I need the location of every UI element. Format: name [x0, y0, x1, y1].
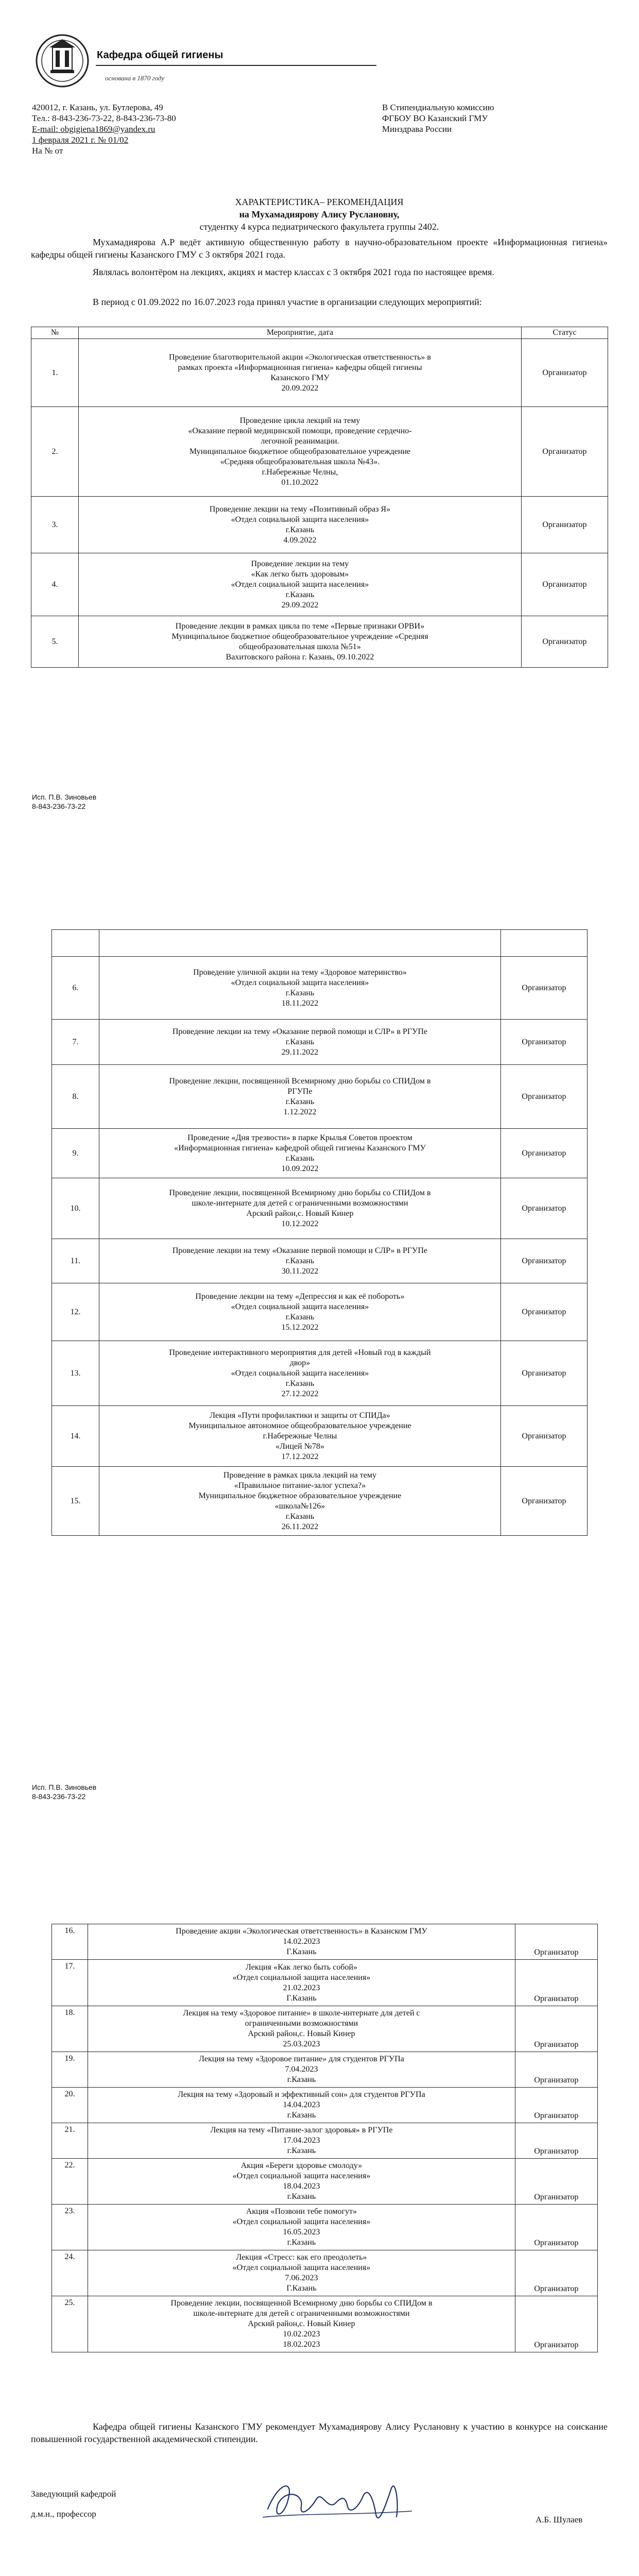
event-line: Лекция «Как легко быть собой» [245, 1962, 358, 1972]
recipient-block [382, 102, 598, 134]
event-line: г.Казань [285, 1037, 315, 1046]
table-row [52, 1467, 588, 1536]
signer-name: А.Б. Шулаев [536, 2515, 583, 2524]
executor-phone: 8-843-236-73-22 [32, 1792, 86, 1801]
event-line: Г.Казань [286, 1947, 317, 1956]
event-line: «Отдел социальной защита населения» [231, 978, 369, 987]
table-row [52, 957, 588, 1020]
row-number: 23. [52, 2205, 88, 2250]
event-description [79, 553, 522, 616]
row-number: 6. [52, 957, 99, 1020]
recipient-line: В Стипендиальную комиссию [382, 103, 494, 112]
event-line: 4.09.2022 [283, 535, 317, 545]
event-line: 7.04.2023 [285, 2065, 318, 2074]
outgoing-number: 1 февраля 2021 г. № 01/02 [32, 135, 129, 145]
event-line: Г.Казань [286, 1993, 317, 2003]
event-line: Вахитовского района г. Казань, 09.10.2022 [226, 652, 374, 662]
event-line: легочной реанимации. [261, 436, 339, 446]
table-header-row [31, 327, 608, 339]
event-line: Лекция на тему «Питание-залог здоровья» в РГУПе [210, 2126, 393, 2134]
title-subject-detail: студентку 4 курса педиатрического факультета группы 2402. [199, 222, 439, 232]
row-number: 10. [52, 1178, 99, 1239]
event-status: Организатор [501, 1239, 588, 1283]
event-line: Муниципальное бюджетное общеобразовательное учреждение [189, 447, 411, 456]
event-status: Организатор [501, 1341, 588, 1406]
col-event-header: Мероприятие, дата [79, 327, 522, 339]
handwritten-signature-icon [257, 2468, 422, 2535]
event-line: г.Казань [287, 2111, 316, 2120]
event-description [99, 1239, 501, 1283]
event-line: «Отдел социальной защита населения» [231, 580, 369, 589]
event-status: Организатор [515, 2250, 598, 2296]
event-line: Арский район,с. Новый Кинер [248, 2319, 355, 2328]
event-line: школе-интернате для детей с ограниченными возможностями [192, 1198, 408, 1208]
table-row [31, 339, 608, 407]
row-number: 5. [31, 616, 79, 668]
event-line: г.Казань [285, 1312, 315, 1321]
event-line: Проведение лекции на тему [251, 559, 349, 568]
closing-paragraph: Кафедра общей гигиены Казанского ГМУ рекомендует Мухамадиярову Алису Руслановну к участию в конкурсе на соискание повышенной государственной академической стипендии. [31, 2421, 608, 2444]
event-line: 10.09.2022 [281, 1164, 319, 1173]
event-line: г.Казань [285, 1256, 315, 1265]
event-line: г.Казань [287, 2075, 316, 2084]
row-number: 11. [52, 1239, 99, 1283]
table-row [52, 1239, 588, 1283]
event-line: г.Казань [287, 2192, 316, 2201]
event-line: Проведение лекции на тему «Оказание первой помощи и СЛР» в РГУПе [172, 1246, 428, 1255]
table-row [31, 497, 608, 553]
event-line: г.Казань [287, 2146, 316, 2155]
event-line: Проведение «Дня трезвости» в парке Крылья Советов проектом [187, 1133, 412, 1142]
event-line: 29.11.2022 [281, 1047, 319, 1057]
col-status-header: Статус [522, 327, 608, 339]
table-row [52, 2006, 598, 2052]
page-footer [32, 792, 96, 811]
event-status: Организатор [501, 1283, 588, 1341]
event-description [99, 1065, 501, 1129]
event-status: Организатор [522, 339, 608, 407]
event-line: Казанского ГМУ [270, 373, 330, 382]
event-line: Муниципальное бюджетное общеобразовательное учреждение «Средняя [171, 632, 428, 641]
event-line: Проведение акции «Экологическая ответственность» в Казанском ГМУ [176, 1927, 427, 1936]
sender-address [32, 102, 300, 156]
event-line: «Средняя общеобразовательная школа №43». [220, 457, 380, 466]
event-line: общеобразовательная школа №51» [239, 642, 361, 651]
recipient-line: ФГБОУ ВО Казанский ГМУ [382, 113, 488, 123]
event-line: ограниченными возможностями [245, 2019, 358, 2028]
event-line: школе-интернате для детей с ограниченными возможностями [193, 2309, 410, 2318]
title-line: ХАРАКТЕРИСТИКА– РЕКОМЕНДАЦИЯ [235, 197, 404, 207]
event-line: Проведение лекции в рамках цикла по теме «Первые признаки ОРВИ» [175, 621, 425, 631]
event-description [99, 1020, 501, 1065]
event-line: Проведение лекции, посвященной Всемирному дню борьбы со СПИДом в [169, 1076, 431, 1086]
row-number: 21. [52, 2123, 88, 2159]
event-description [99, 1341, 501, 1406]
event-description [88, 2159, 515, 2205]
event-line: «Как легко быть здоровым» [251, 569, 349, 579]
event-status: Организатор [522, 497, 608, 553]
executor-name: Исп. П.В. Зиновьев [32, 1783, 97, 1791]
table-row [52, 1341, 588, 1406]
event-line: «Отдел социальной защита населения» [231, 515, 369, 524]
row-number: 9. [52, 1129, 99, 1178]
event-line: г.Набережные Челны [263, 1431, 337, 1440]
table-row [52, 2159, 598, 2205]
signer-position: Заведующий кафедрой [31, 2489, 116, 2499]
table-row [52, 1924, 598, 1960]
row-number: 13. [52, 1341, 99, 1406]
event-line: г.Казань [285, 525, 315, 534]
event-line: г.Казань [285, 1512, 315, 1521]
row-number: 19. [52, 2052, 88, 2088]
event-line: 1.12.2022 [283, 1107, 317, 1116]
event-status: Организатор [501, 1129, 588, 1178]
row-number: 3. [31, 497, 79, 553]
reference-number: На № от [32, 146, 63, 156]
paragraph-1: Мухамадиярова А.Р ведёт активную общественную работу в научно-образовательном проекте «Информационная гигиена» кафедры общей гигиены Казанского ГМУ с 3 октября 2021 года. [31, 237, 608, 260]
event-line: «Правильное питание-залог успеха?» [234, 1481, 366, 1490]
empty-header-cell [52, 930, 99, 957]
signature-image [257, 2468, 422, 2535]
document-title [31, 196, 608, 233]
event-description [88, 2052, 515, 2088]
event-line: двор» [289, 1358, 310, 1367]
emblem-icon [32, 32, 93, 90]
event-line: 10.12.2022 [281, 1219, 319, 1228]
event-line: Проведение лекции на тему «Позитивный образ Я» [209, 504, 391, 514]
row-number: 22. [52, 2159, 88, 2205]
event-description [88, 2006, 515, 2052]
event-description [79, 616, 522, 668]
row-number: 4. [31, 553, 79, 616]
event-line: 14.02.2023 [283, 1937, 320, 1946]
event-status: Организатор [522, 553, 608, 616]
paragraph-3: В период с 01.09.2022 по 16.07.2023 года принял участие в организации следующих мероприятий: [93, 297, 482, 307]
event-description [99, 1283, 501, 1341]
table-row [52, 1283, 588, 1341]
event-line: Лекция на тему «Здоровое питание» для студентов РГУПа [199, 2055, 404, 2063]
event-description [99, 1467, 501, 1536]
event-line: Лекция на тему «Здоровое питание» в школе-интернате для детей с [183, 2009, 420, 2018]
events-table-page1 [31, 327, 608, 668]
event-line: 10.02.2023 [283, 2330, 320, 2338]
event-line: г.Казань [287, 2238, 316, 2247]
event-description [99, 1129, 501, 1178]
event-line: 20.09.2022 [281, 383, 319, 393]
event-line: 25.03.2023 [283, 2040, 320, 2048]
event-status: Организатор [515, 2296, 598, 2352]
event-line: «Отдел социальной защита населения» [232, 2263, 371, 2272]
event-description [88, 1960, 515, 2006]
event-line: г.Казань [285, 590, 315, 599]
page-footer [32, 1783, 96, 1801]
event-status: Организатор [515, 2123, 598, 2159]
row-number: 17. [52, 1960, 88, 2006]
empty-header-cell [501, 930, 588, 957]
title-subject: на Мухамадиярову Алису Руслановну, [239, 209, 400, 219]
event-line: Лекция на тему «Здоровый и эффективный сон» для студентов РГУПа [178, 2090, 425, 2099]
event-description [88, 2088, 515, 2123]
event-description [88, 2296, 515, 2352]
phone-line: Тел.: 8-843-236-73-22, 8-843-236-73-80 [32, 113, 176, 123]
table-row [52, 1406, 588, 1467]
event-line: Проведение лекции на тему «Депрессия и как её побороть» [195, 1292, 405, 1301]
event-line: 26.11.2022 [281, 1522, 319, 1531]
event-status: Организатор [501, 1065, 588, 1129]
row-number: 16. [52, 1924, 88, 1960]
email-line: E-mail: obgigiena1869@yandex.ru [32, 124, 156, 134]
table-row [31, 553, 608, 616]
table-row [52, 1065, 588, 1129]
recipient-line: Минздрава России [382, 124, 452, 134]
event-status: Организатор [501, 1467, 588, 1536]
event-description [88, 2205, 515, 2250]
event-line: Арский район,с. Новый Кинер [246, 1209, 354, 1218]
event-description [88, 1924, 515, 1960]
event-line: г.Казань [285, 1097, 315, 1106]
table-row [52, 1020, 588, 1065]
event-status: Организатор [515, 2159, 598, 2205]
event-line: Проведение уличной акции на тему «Здоровое материнство» [193, 968, 407, 977]
signer-degree: д.м.н., профессор [31, 2509, 96, 2519]
event-line: 01.10.2022 [281, 478, 319, 487]
event-line: рамках проекта «Информационная гигиена» кафедры общей гигиены [178, 363, 422, 372]
row-number: 14. [52, 1406, 99, 1467]
event-line: 30.11.2022 [281, 1266, 319, 1276]
event-status: Организатор [515, 2052, 598, 2088]
department-logo [32, 32, 93, 90]
table-row [52, 1129, 588, 1178]
address-line: 420012, г. Казань, ул. Бутлерова, 49 [32, 103, 163, 112]
event-line: «Отдел социальной защита населения» [232, 2172, 371, 2180]
event-status: Организатор [501, 1020, 588, 1065]
event-line: Арский район,с. Новый Кинер [248, 2029, 355, 2038]
col-number-header: № [31, 327, 79, 339]
event-line: 16.05.2023 [283, 2228, 320, 2236]
row-number: 24. [52, 2250, 88, 2296]
event-status: Организатор [515, 2088, 598, 2123]
table-row [52, 1178, 588, 1239]
event-line: 29.09.2022 [281, 600, 319, 609]
row-number: 15. [52, 1467, 99, 1536]
event-line: 18.02.2023 [283, 2340, 320, 2349]
event-line: «Оказание первой медицинской помощи, проведение сердечно- [188, 426, 412, 435]
table-row [52, 2205, 598, 2250]
event-line: «Отдел социальной защита населения» [231, 1302, 369, 1311]
event-line: 21.02.2023 [283, 1983, 320, 1992]
row-number: 12. [52, 1283, 99, 1341]
paragraph-2: Являлась волонтёром на лекциях, акциях и мастер классах с 3 октября 2021 года по настоящее время. [93, 267, 494, 277]
event-line: 27.12.2022 [281, 1389, 319, 1398]
row-number: 2. [31, 407, 79, 497]
event-status: Организатор [501, 1178, 588, 1239]
row-number: 20. [52, 2088, 88, 2123]
event-line: «Информационная гигиена» кафедрой общей гигиены Казанского ГМУ [174, 1143, 426, 1153]
event-status: Организатор [515, 2006, 598, 2052]
events-table-page3 [51, 1924, 597, 2352]
event-line: Проведение лекции на тему «Оказание первой помощи и СЛР» в РГУПе [172, 1027, 428, 1036]
executor-name: Исп. П.В. Зиновьев [32, 793, 97, 801]
event-line: «школа№126» [274, 1501, 325, 1511]
event-description [79, 339, 522, 407]
event-line: Акция «Позвони тебе помогут» [246, 2207, 357, 2216]
event-line: «Лицей №78» [275, 1442, 324, 1451]
event-line: 17.12.2022 [281, 1452, 319, 1461]
event-status: Организатор [522, 616, 608, 668]
event-description [99, 1406, 501, 1467]
event-line: 18.04.2023 [283, 2182, 320, 2191]
table-row [52, 2088, 598, 2123]
row-number: 7. [52, 1020, 99, 1065]
event-status: Организатор [501, 1406, 588, 1467]
event-line: 15.12.2022 [281, 1323, 319, 1332]
event-line: Проведение цикла лекций на тему [239, 416, 360, 425]
signer-title [31, 2488, 116, 2519]
event-description [99, 1178, 501, 1239]
event-line: Г.Казань [286, 2284, 317, 2293]
event-line: Муниципальное автономное общеобразовательное учреждение [188, 1421, 411, 1430]
event-line: Проведение лекции, посвященной Всемирному дню борьбы со СПИДом в [169, 1188, 431, 1197]
event-line: РГУПе [287, 1087, 313, 1096]
event-line: Акция «Береги здоровье смолоду» [240, 2161, 362, 2170]
row-number: 25. [52, 2296, 88, 2352]
event-line: г.Казань [285, 1379, 315, 1388]
event-description [99, 957, 501, 1020]
event-description [88, 2250, 515, 2296]
event-line: 17.04.2023 [283, 2136, 320, 2145]
table-row [52, 2052, 598, 2088]
event-status: Организатор [515, 1924, 598, 1960]
event-line: Проведение благотворительной акции «Экологическая ответственность» в [169, 352, 431, 362]
table-row [52, 1960, 598, 2006]
org-title: Кафедра общей гигиены [97, 49, 223, 61]
event-line: Проведение интерактивного мероприятия для детей «Новый год в каждый [169, 1348, 431, 1357]
table-row [31, 407, 608, 497]
executor-phone: 8-843-236-73-22 [32, 802, 86, 810]
header-divider [96, 65, 376, 66]
event-status: Организатор [522, 407, 608, 497]
row-number: 1. [31, 339, 79, 407]
event-line: Проведение лекции, посвященной Всемирному дню борьбы со СПИДом в [170, 2299, 433, 2308]
org-motto: основана в 1870 году [105, 74, 165, 82]
event-line: «Отдел социальной защита населения» [231, 1368, 369, 1378]
event-line: Проведение в рамках цикла лекций на тему [223, 1470, 377, 1480]
event-line: «Отдел социальной защита населения» [232, 1973, 371, 1982]
event-description [79, 407, 522, 497]
table-row [52, 2250, 598, 2296]
table-row [31, 616, 608, 668]
table-header-row [52, 930, 588, 957]
event-line: «Отдел социальной защита населения» [232, 2217, 371, 2226]
row-number: 18. [52, 2006, 88, 2052]
event-line: 18.11.2022 [281, 998, 319, 1008]
event-status: Организатор [501, 957, 588, 1020]
event-description [88, 2123, 515, 2159]
empty-header-cell [99, 930, 501, 957]
event-line: Лекция «Стресс: как его преодолеть» [236, 2253, 367, 2262]
event-line: 7.06.2023 [285, 2274, 318, 2282]
event-description [79, 497, 522, 553]
row-number: 8. [52, 1065, 99, 1129]
events-table-page2 [51, 929, 587, 1536]
event-status: Организатор [515, 2205, 598, 2250]
table-row [52, 2296, 598, 2352]
event-line: г.Казань [285, 1154, 315, 1163]
table-row [52, 2123, 598, 2159]
event-line: Лекция «Пути профилактики и защиты от СПИДа» [210, 1411, 390, 1420]
event-line: 14.04.2023 [283, 2100, 320, 2109]
event-status: Организатор [515, 1960, 598, 2006]
event-line: г.Набережные Челны, [262, 467, 338, 477]
event-line: г.Казань [285, 988, 315, 997]
event-line: Муниципальное бюджетное образовательное учреждение [198, 1491, 402, 1500]
